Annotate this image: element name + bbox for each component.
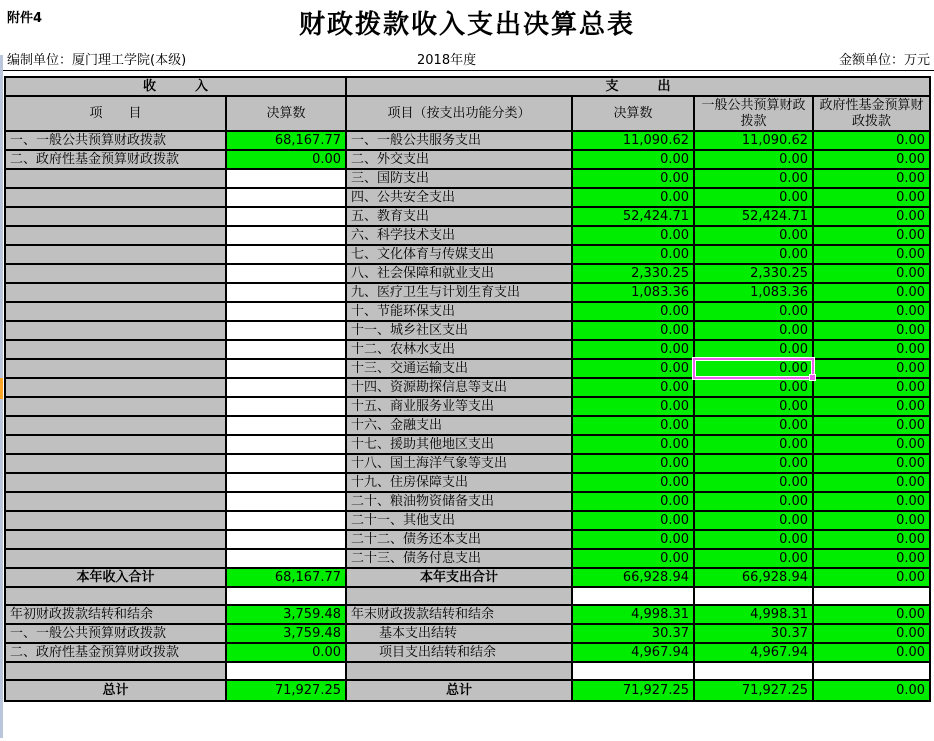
income-amount-cell[interactable] — [226, 245, 346, 264]
col-header-general-budget[interactable]: 一般公共预算财政拨款 — [694, 96, 813, 131]
general-budget-cell[interactable]: 0.00 — [694, 435, 813, 454]
income-item-cell[interactable]: 总计 — [5, 680, 226, 701]
table-row — [5, 245, 930, 264]
general-budget-cell[interactable]: 1,083.36 — [694, 283, 813, 302]
expense-item-cell[interactable]: 本年支出合计 — [346, 568, 572, 587]
table-row — [5, 454, 930, 473]
general-budget-cell[interactable]: 0.00 — [694, 226, 813, 245]
general-budget-cell[interactable]: 0.00 — [694, 340, 813, 359]
table-row — [5, 321, 930, 340]
table-row — [5, 680, 930, 701]
general-budget-cell[interactable]: 66,928.94 — [694, 568, 813, 587]
expense-section-header[interactable]: 支 出 — [346, 77, 930, 96]
general-budget-cell[interactable]: 0.00 — [694, 169, 813, 188]
expense-amount-cell[interactable]: 0.00 — [572, 492, 694, 511]
expense-item-cell[interactable]: 十六、金融支出 — [346, 416, 572, 435]
general-budget-cell[interactable]: 0.00 — [694, 416, 813, 435]
expense-item-cell[interactable] — [346, 662, 572, 680]
income-item-cell[interactable] — [5, 264, 226, 283]
general-budget-cell[interactable] — [694, 662, 813, 680]
col-header-gov-fund[interactable]: 政府性基金预算财政拨款 — [813, 96, 930, 131]
gov-fund-cell[interactable]: 0.00 — [813, 321, 930, 340]
income-amount-cell[interactable]: 0.00 — [226, 150, 346, 169]
expense-item-cell[interactable]: 十九、住房保障支出 — [346, 473, 572, 492]
income-item-cell[interactable] — [5, 378, 226, 397]
general-budget-cell[interactable]: 0.00 — [694, 302, 813, 321]
section-header-row — [5, 77, 930, 96]
expense-amount-cell[interactable]: 66,928.94 — [572, 568, 694, 587]
income-item-cell[interactable] — [5, 416, 226, 435]
expense-amount-cell[interactable]: 0.00 — [572, 511, 694, 530]
general-budget-cell[interactable]: 4,998.31 — [694, 605, 813, 624]
gov-fund-cell[interactable]: 0.00 — [813, 435, 930, 454]
amount-unit-label: 金额单位：万元 — [838, 53, 930, 68]
expense-amount-cell[interactable]: 0.00 — [572, 321, 694, 340]
gov-fund-cell[interactable]: 0.00 — [813, 264, 930, 283]
income-amount-cell[interactable] — [226, 283, 346, 302]
gov-fund-cell[interactable]: 0.00 — [813, 624, 930, 643]
table-row — [5, 435, 930, 454]
gov-fund-cell[interactable]: 0.00 — [813, 378, 930, 397]
general-budget-cell[interactable]: 0.00 — [694, 530, 813, 549]
general-budget-cell[interactable]: 11,090.62 — [694, 131, 813, 150]
table-row — [5, 283, 930, 302]
gov-fund-cell[interactable]: 0.00 — [813, 340, 930, 359]
income-amount-cell[interactable] — [226, 226, 346, 245]
general-budget-cell[interactable]: 0.00 — [694, 188, 813, 207]
expense-item-cell[interactable]: 项目支出结转和结余 — [346, 643, 572, 662]
income-amount-cell[interactable] — [226, 359, 346, 378]
gov-fund-cell[interactable]: 0.00 — [813, 605, 930, 624]
expense-item-cell[interactable]: 一、一般公共服务支出 — [346, 131, 572, 150]
expense-amount-cell[interactable]: 0.00 — [572, 188, 694, 207]
table-row — [5, 302, 930, 321]
income-amount-cell[interactable] — [226, 492, 346, 511]
selected-cell[interactable]: 0.00 — [694, 359, 813, 378]
gov-fund-cell[interactable]: 0.00 — [813, 188, 930, 207]
expense-amount-cell[interactable]: 30.37 — [572, 624, 694, 643]
income-item-cell[interactable]: 二、政府性基金预算财政拨款 — [5, 150, 226, 169]
income-amount-cell[interactable] — [226, 549, 346, 568]
table-row — [5, 530, 930, 549]
table-row — [5, 226, 930, 245]
expense-amount-cell[interactable]: 0.00 — [572, 416, 694, 435]
income-item-cell[interactable]: 一、一般公共预算财政拨款 — [5, 131, 226, 150]
income-section-header[interactable]: 收 入 — [5, 77, 346, 96]
gov-fund-cell[interactable]: 0.00 — [813, 511, 930, 530]
org-unit-label: 编制单位：厦门理工学院(本级) — [7, 53, 187, 68]
expense-amount-cell[interactable]: 4,967.94 — [572, 643, 694, 662]
gov-fund-cell[interactable]: 0.00 — [813, 245, 930, 264]
table-row — [5, 416, 930, 435]
income-item-cell[interactable]: 年初财政拨款结转和结余 — [5, 605, 226, 624]
expense-amount-cell[interactable]: 0.00 — [572, 473, 694, 492]
row-header-active-marker — [0, 378, 3, 399]
income-amount-cell[interactable] — [226, 321, 346, 340]
gov-fund-cell[interactable]: 0.00 — [813, 207, 930, 226]
table-row — [5, 169, 930, 188]
income-item-cell[interactable]: 一、一般公共预算财政拨款 — [5, 624, 226, 643]
table-row — [5, 207, 930, 226]
expense-amount-cell[interactable]: 0.00 — [572, 359, 694, 378]
general-budget-cell[interactable]: 0.00 — [694, 397, 813, 416]
gov-fund-cell[interactable]: 0.00 — [813, 530, 930, 549]
expense-item-cell[interactable]: 十七、援助其他地区支出 — [346, 435, 572, 454]
expense-item-cell[interactable]: 三、国防支出 — [346, 169, 572, 188]
income-amount-cell[interactable] — [226, 397, 346, 416]
expense-item-cell[interactable]: 六、科学技术支出 — [346, 226, 572, 245]
income-item-cell[interactable] — [5, 207, 226, 226]
income-amount-cell[interactable] — [226, 511, 346, 530]
attachment-label: 附件4 — [7, 11, 43, 26]
general-budget-cell[interactable] — [694, 587, 813, 605]
gov-fund-cell[interactable]: 0.00 — [813, 283, 930, 302]
table-row — [5, 264, 930, 283]
general-budget-cell[interactable]: 0.00 — [694, 473, 813, 492]
gov-fund-cell[interactable]: 0.00 — [813, 226, 930, 245]
expense-item-cell[interactable]: 基本支出结转 — [346, 624, 572, 643]
table-row — [5, 662, 930, 680]
general-budget-cell[interactable]: 2,330.25 — [694, 264, 813, 283]
general-budget-cell[interactable]: 52,424.71 — [694, 207, 813, 226]
expense-amount-cell[interactable]: 0.00 — [572, 530, 694, 549]
income-amount-cell[interactable] — [226, 378, 346, 397]
col-header-income-item[interactable]: 项 目 — [5, 96, 226, 131]
income-item-cell[interactable]: 本年收入合计 — [5, 568, 226, 587]
col-header-income-amount[interactable]: 决算数 — [226, 96, 346, 131]
expense-item-cell[interactable]: 二十三、债务付息支出 — [346, 549, 572, 568]
table-row — [5, 605, 930, 624]
expense-item-cell[interactable]: 二十、粮油物资储备支出 — [346, 492, 572, 511]
general-budget-cell[interactable]: 0.00 — [694, 492, 813, 511]
income-amount-cell[interactable] — [226, 662, 346, 680]
income-item-cell[interactable] — [5, 302, 226, 321]
general-budget-cell[interactable]: 0.00 — [694, 511, 813, 530]
table-row — [5, 587, 930, 605]
expense-item-cell[interactable]: 十三、交通运输支出 — [346, 359, 572, 378]
column-header-row — [5, 96, 930, 131]
expense-amount-cell[interactable]: 0.00 — [572, 169, 694, 188]
gov-fund-cell[interactable]: 0.00 — [813, 302, 930, 321]
general-budget-cell[interactable]: 0.00 — [694, 549, 813, 568]
table-row — [5, 188, 930, 207]
table-row — [5, 473, 930, 492]
general-budget-cell[interactable]: 0.00 — [694, 378, 813, 397]
income-amount-cell[interactable] — [226, 340, 346, 359]
page-title: 财政拨款收入支出决算总表 — [298, 10, 635, 40]
income-item-cell[interactable] — [5, 359, 226, 378]
gov-fund-cell[interactable]: 0.00 — [813, 680, 930, 701]
table-head-section — [5, 77, 930, 131]
col-header-expense-item[interactable]: 项目（按支出功能分类） — [346, 96, 572, 131]
expense-item-cell[interactable]: 四、公共安全支出 — [346, 188, 572, 207]
general-budget-cell[interactable]: 0.00 — [694, 150, 813, 169]
gov-fund-cell[interactable]: 0.00 — [813, 150, 930, 169]
income-amount-cell[interactable] — [226, 587, 346, 605]
income-item-cell[interactable] — [5, 662, 226, 680]
expense-amount-cell[interactable]: 0.00 — [572, 454, 694, 473]
expense-item-cell[interactable]: 二十一、其他支出 — [346, 511, 572, 530]
table-row — [5, 492, 930, 511]
income-item-cell[interactable] — [5, 283, 226, 302]
gov-fund-cell[interactable]: 0.00 — [813, 643, 930, 662]
table-row — [5, 624, 930, 643]
table-row — [5, 150, 930, 169]
gov-fund-cell[interactable]: 0.00 — [813, 549, 930, 568]
income-amount-cell[interactable] — [226, 530, 346, 549]
income-item-cell[interactable] — [5, 321, 226, 340]
expense-item-cell[interactable]: 七、文化体育与传媒支出 — [346, 245, 572, 264]
general-budget-cell[interactable]: 71,927.25 — [694, 680, 813, 701]
income-item-cell[interactable] — [5, 435, 226, 454]
income-item-cell[interactable] — [5, 188, 226, 207]
income-amount-cell[interactable] — [226, 435, 346, 454]
table-row — [5, 359, 930, 378]
income-item-cell[interactable] — [5, 169, 226, 188]
expense-amount-cell[interactable]: 0.00 — [572, 549, 694, 568]
income-amount-cell[interactable] — [226, 169, 346, 188]
income-amount-cell[interactable]: 3,759.48 — [226, 605, 346, 624]
income-item-cell[interactable] — [5, 226, 226, 245]
table-row — [5, 568, 930, 587]
expense-amount-cell[interactable]: 0.00 — [572, 226, 694, 245]
income-amount-cell[interactable]: 68,167.77 — [226, 131, 346, 150]
expense-amount-cell[interactable]: 4,998.31 — [572, 605, 694, 624]
expense-amount-cell[interactable] — [572, 662, 694, 680]
expense-amount-cell[interactable]: 0.00 — [572, 302, 694, 321]
gov-fund-cell[interactable]: 0.00 — [813, 416, 930, 435]
table-row — [5, 340, 930, 359]
income-amount-cell[interactable] — [226, 302, 346, 321]
expense-item-cell[interactable]: 十五、商业服务业等支出 — [346, 397, 572, 416]
expense-amount-cell[interactable]: 0.00 — [572, 340, 694, 359]
gov-fund-cell[interactable]: 0.00 — [813, 397, 930, 416]
income-amount-cell[interactable] — [226, 416, 346, 435]
general-budget-cell[interactable]: 4,967.94 — [694, 643, 813, 662]
gov-fund-cell[interactable]: 0.00 — [813, 359, 930, 378]
expense-amount-cell[interactable]: 0.00 — [572, 150, 694, 169]
expense-amount-cell[interactable]: 11,090.62 — [572, 131, 694, 150]
income-item-cell[interactable] — [5, 340, 226, 359]
income-amount-cell[interactable] — [226, 454, 346, 473]
budget-table — [4, 76, 931, 702]
income-item-cell[interactable] — [5, 473, 226, 492]
income-amount-cell[interactable] — [226, 473, 346, 492]
gov-fund-cell[interactable]: 0.00 — [813, 454, 930, 473]
expense-item-cell[interactable] — [346, 587, 572, 605]
expense-item-cell[interactable]: 十四、资源勘探信息等支出 — [346, 378, 572, 397]
table-row — [5, 378, 930, 397]
expense-amount-cell[interactable]: 0.00 — [572, 397, 694, 416]
income-item-cell[interactable]: 二、政府性基金预算财政拨款 — [5, 643, 226, 662]
expense-item-cell[interactable]: 总计 — [346, 680, 572, 701]
gov-fund-cell[interactable] — [813, 587, 930, 605]
income-item-cell[interactable] — [5, 492, 226, 511]
income-amount-cell[interactable]: 71,927.25 — [226, 680, 346, 701]
income-item-cell[interactable] — [5, 397, 226, 416]
expense-item-cell[interactable]: 十二、农林水支出 — [346, 340, 572, 359]
expense-item-cell[interactable]: 十一、城乡社区支出 — [346, 321, 572, 340]
general-budget-cell[interactable]: 0.00 — [694, 245, 813, 264]
gov-fund-cell[interactable]: 0.00 — [813, 131, 930, 150]
expense-item-cell[interactable]: 五、教育支出 — [346, 207, 572, 226]
col-header-expense-amount[interactable]: 决算数 — [572, 96, 694, 131]
gov-fund-cell[interactable]: 0.00 — [813, 492, 930, 511]
gov-fund-cell[interactable]: 0.00 — [813, 568, 930, 587]
expense-amount-cell[interactable]: 0.00 — [572, 245, 694, 264]
income-item-cell[interactable] — [5, 549, 226, 568]
expense-amount-cell[interactable]: 52,424.71 — [572, 207, 694, 226]
income-item-cell[interactable] — [5, 245, 226, 264]
income-amount-cell[interactable]: 68,167.77 — [226, 568, 346, 587]
income-amount-cell[interactable] — [226, 264, 346, 283]
expense-amount-cell[interactable]: 2,330.25 — [572, 264, 694, 283]
table-row — [5, 549, 930, 568]
income-amount-cell[interactable]: 0.00 — [226, 643, 346, 662]
table-body — [5, 131, 930, 701]
gov-fund-cell[interactable] — [813, 662, 930, 680]
expense-item-cell[interactable]: 八、社会保障和就业支出 — [346, 264, 572, 283]
expense-item-cell[interactable]: 九、医疗卫生与计划生育支出 — [346, 283, 572, 302]
income-amount-cell[interactable]: 3,759.48 — [226, 624, 346, 643]
table-row — [5, 131, 930, 150]
expense-amount-cell[interactable]: 0.00 — [572, 378, 694, 397]
general-budget-cell[interactable]: 30.37 — [694, 624, 813, 643]
expense-item-cell[interactable]: 二、外交支出 — [346, 150, 572, 169]
gov-fund-cell[interactable]: 0.00 — [813, 169, 930, 188]
income-amount-cell[interactable] — [226, 207, 346, 226]
income-amount-cell[interactable] — [226, 188, 346, 207]
income-item-cell[interactable] — [5, 587, 226, 605]
gov-fund-cell[interactable]: 0.00 — [813, 473, 930, 492]
general-budget-cell[interactable]: 0.00 — [694, 321, 813, 340]
info-bar — [0, 53, 934, 71]
table-row — [5, 397, 930, 416]
general-budget-cell[interactable]: 0.00 — [694, 454, 813, 473]
expense-amount-cell[interactable]: 71,927.25 — [572, 680, 694, 701]
expense-item-cell[interactable]: 年末财政拨款结转和结余 — [346, 605, 572, 624]
expense-amount-cell[interactable]: 0.00 — [572, 435, 694, 454]
income-item-cell[interactable] — [5, 511, 226, 530]
expense-item-cell[interactable]: 十八、国土海洋气象等支出 — [346, 454, 572, 473]
income-item-cell[interactable] — [5, 530, 226, 549]
table-row — [5, 643, 930, 662]
expense-amount-cell[interactable]: 1,083.36 — [572, 283, 694, 302]
fiscal-year-label: 2018年度 — [417, 53, 477, 68]
expense-item-cell[interactable]: 十、节能环保支出 — [346, 302, 572, 321]
expense-amount-cell[interactable] — [572, 587, 694, 605]
income-item-cell[interactable] — [5, 454, 226, 473]
expense-item-cell[interactable]: 二十二、债务还本支出 — [346, 530, 572, 549]
table-row — [5, 511, 930, 530]
